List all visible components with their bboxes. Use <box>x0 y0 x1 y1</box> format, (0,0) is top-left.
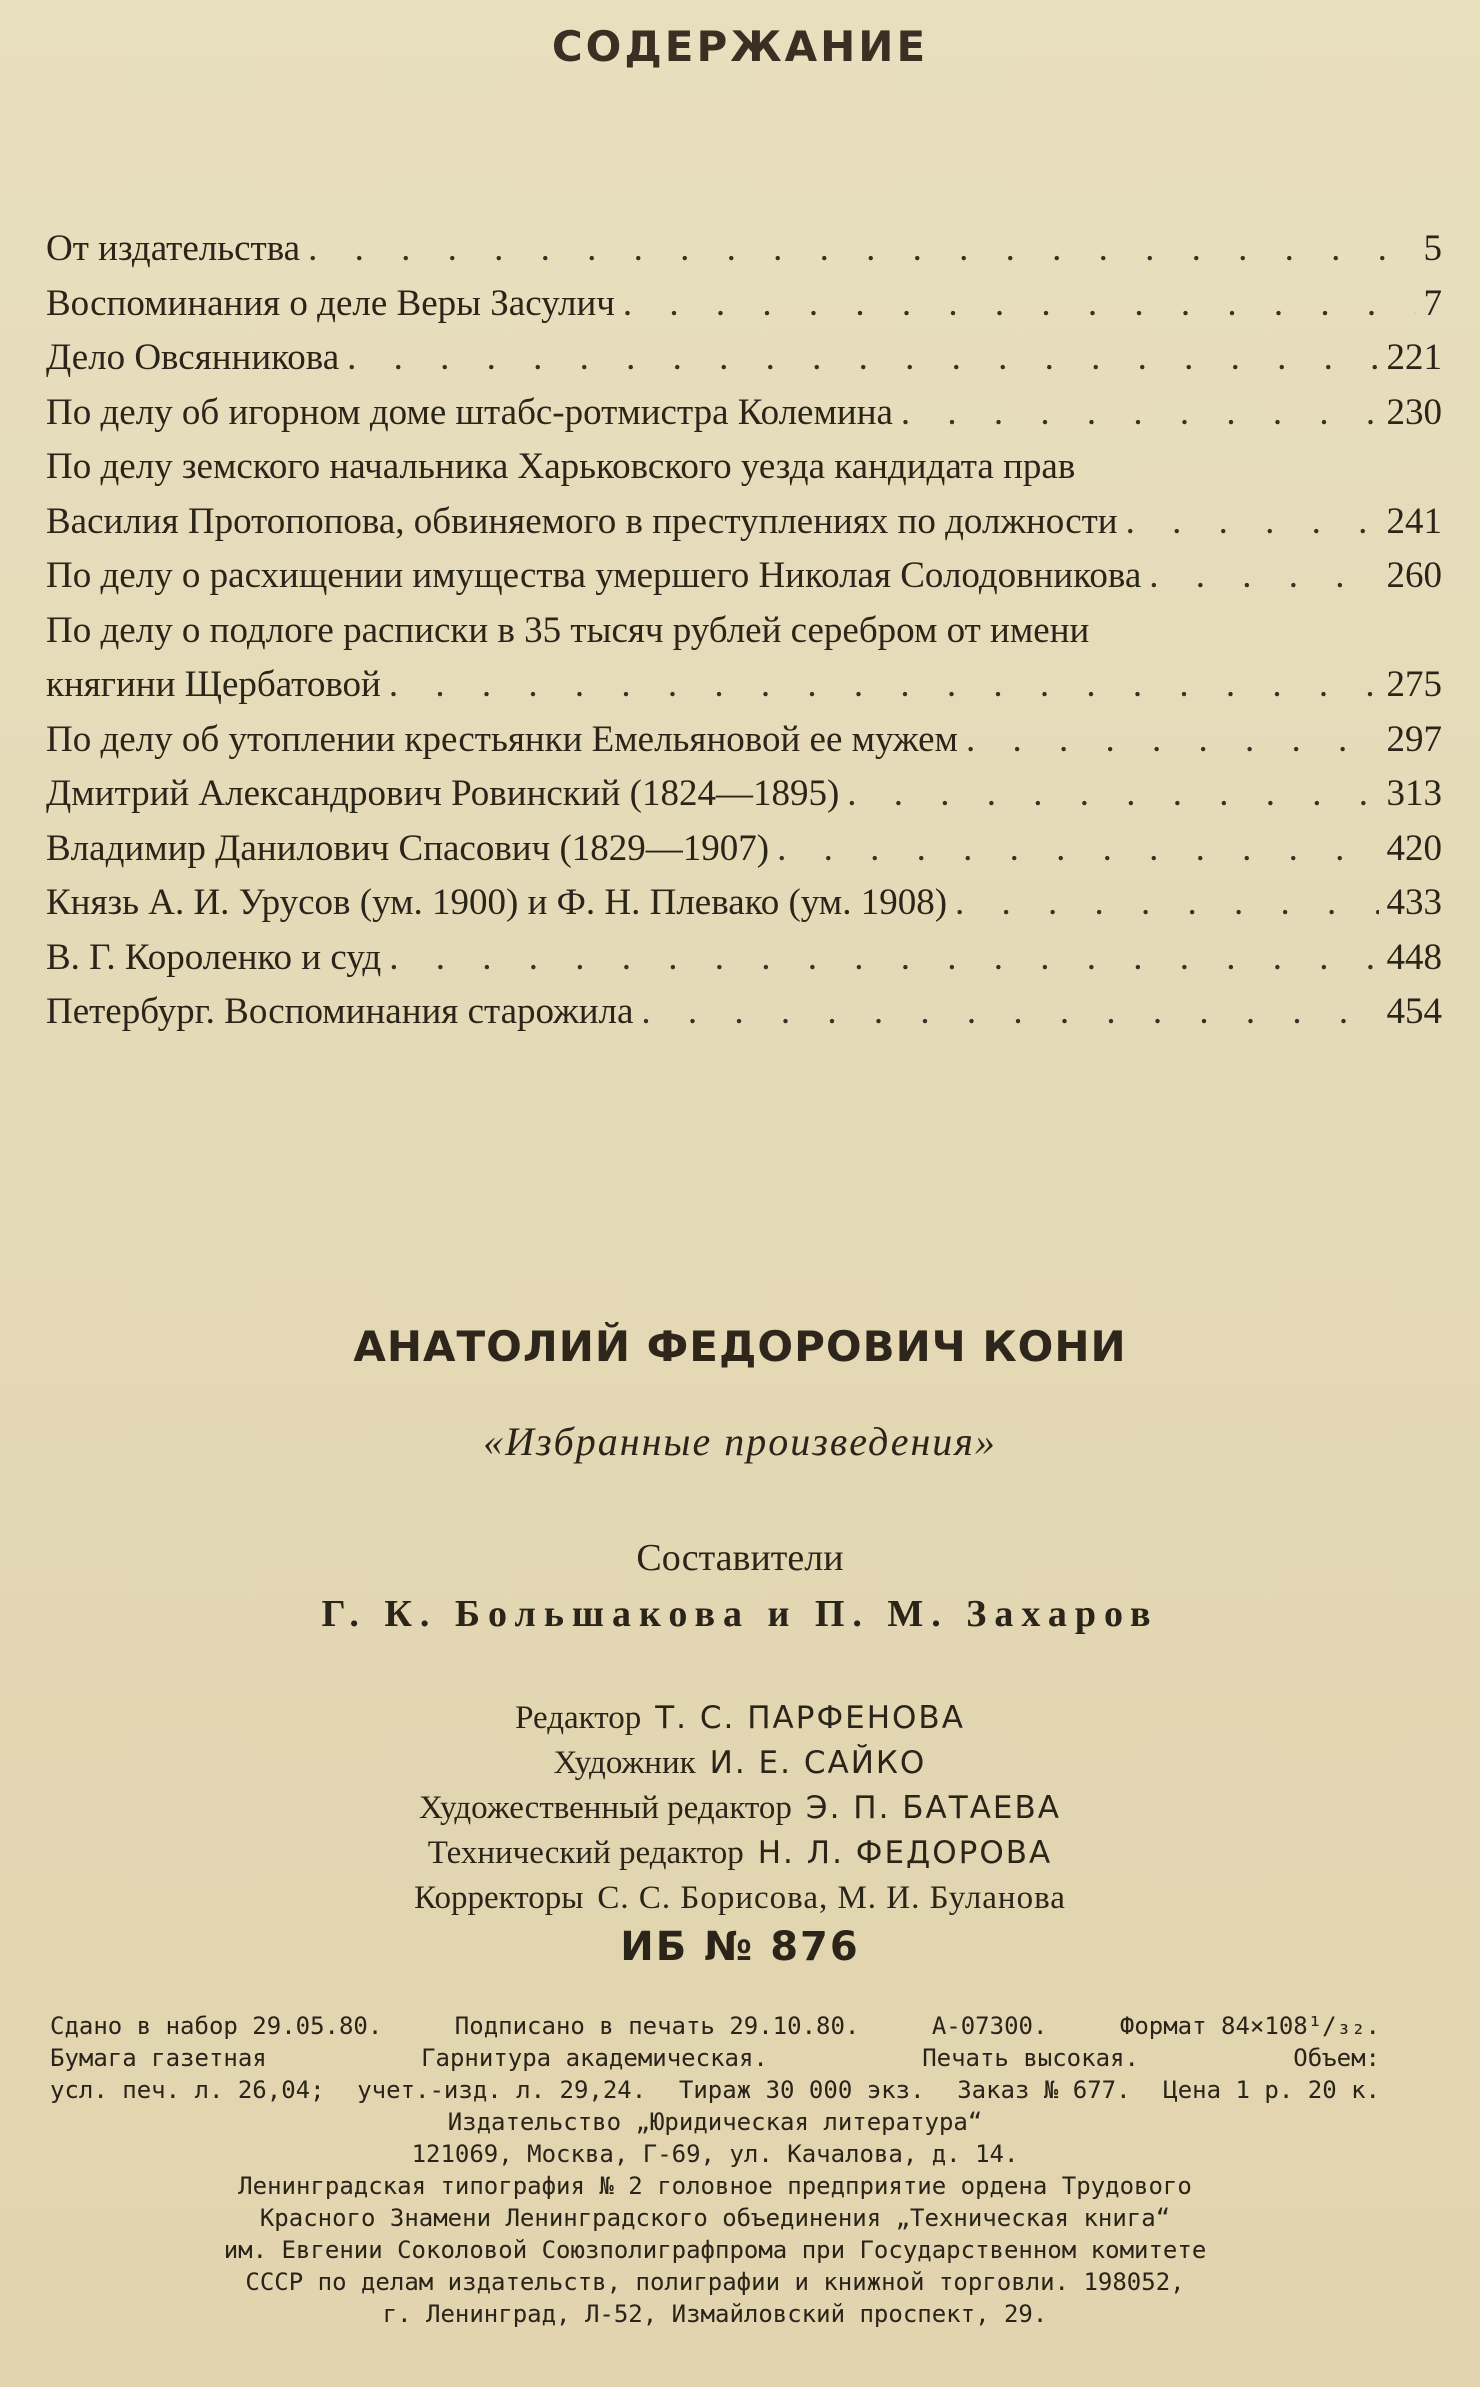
credit-name: С. С. Борисова, М. И. Буланова <box>597 1880 1066 1916</box>
toc-page-number: 275 <box>1386 664 1442 705</box>
toc-leader-dots <box>1149 549 1378 604</box>
toc-entry <box>46 604 1442 713</box>
credit-line <box>0 1876 1480 1921</box>
toc-page-number: 260 <box>1386 555 1442 596</box>
ib-number: ИБ № 876 <box>620 1924 860 1970</box>
toc-entry <box>46 876 1442 931</box>
toc-entry-title: Владимир Данилович Спасович (1829—1907) <box>46 827 770 869</box>
credit-role: Корректоры <box>414 1880 584 1916</box>
imprint-text: Формат 84×108¹/₃₂. <box>1119 2012 1380 2040</box>
credit-role: Художественный редактор <box>419 1790 792 1826</box>
imprint-text: усл. печ. л. 26,04; <box>50 2076 325 2104</box>
toc-entry-title: По делу земского начальника Харьковского уезда кандидата прав <box>46 446 1076 487</box>
imprint-text: Бумага газетная <box>50 2044 267 2072</box>
imprint-line <box>50 2010 1380 2042</box>
toc-entry-title: По делу об утоплении крестьянки Емельяновой ее мужем <box>46 718 958 760</box>
credit-name: Э. П. БАТАЕВА <box>805 1790 1061 1826</box>
toc-page-number: 420 <box>1386 827 1442 869</box>
toc-entry-title: В. Г. Короленко и суд <box>46 936 382 978</box>
credit-name: Н. Л. ФЕДОРОВА <box>757 1835 1053 1871</box>
toc-page-number: 313 <box>1386 773 1442 814</box>
toc-page-number: 7 <box>1423 282 1442 324</box>
toc-entry-title: По делу о подлоге расписки в 35 тысяч рублей серебром от имени <box>46 609 1090 651</box>
toc-entry <box>46 440 1442 549</box>
toc-entry-title: Василия Протопопова, обвиняемого в преступлениях по должности <box>46 500 1118 542</box>
toc-entry-title: От издательства <box>46 228 301 269</box>
toc-page-number: 454 <box>1386 991 1442 1032</box>
credit-name: И. Е. САЙКО <box>709 1745 927 1781</box>
toc-leader-dots <box>623 277 1416 332</box>
toc-entry <box>46 822 1442 877</box>
toc-line <box>46 604 1442 659</box>
imprint-text: 121069, Москва, Г-69, ул. Качалова, д. 14. <box>411 2140 1019 2168</box>
imprint-text: Тираж 30 000 экз. <box>678 2076 925 2104</box>
toc-entry-title: По делу об игорном доме штабс-ротмистра Колемина <box>46 391 893 433</box>
imprint-line <box>50 2106 1380 2138</box>
toc-line <box>46 549 1442 604</box>
imprint-text: Сдано в набор 29.05.80. <box>50 2012 383 2040</box>
toc-entry-title: Дело Овсянникова <box>46 337 340 378</box>
imprint-text: Цена 1 р. 20 к. <box>1163 2076 1380 2104</box>
toc-line <box>46 985 1442 1040</box>
imprint-text: г. Ленинград, Л-52, Измайловский проспект, 29. <box>382 2300 1048 2328</box>
toc-page-number: 221 <box>1386 337 1442 378</box>
credit-line <box>0 1786 1480 1831</box>
imprint-text: Печать высокая. <box>922 2044 1139 2072</box>
credits-block <box>0 1696 1480 1921</box>
toc-page-number: 230 <box>1386 391 1442 433</box>
toc-page-number: 433 <box>1386 882 1442 923</box>
toc-entry <box>46 713 1442 768</box>
imprint-text: Заказ № 677. <box>957 2076 1131 2104</box>
imprint-line <box>50 2042 1380 2074</box>
toc-leader-dots <box>1126 495 1379 550</box>
credit-line <box>0 1741 1480 1786</box>
imprint-line <box>50 2266 1380 2298</box>
credit-role: Технический редактор <box>427 1835 744 1871</box>
work-title: «Избранные произведения» <box>483 1419 997 1464</box>
imprint-text: им. Евгении Соколовой Союзполиграфпрома при Государственном комитете <box>223 2236 1207 2264</box>
toc-line <box>46 713 1442 768</box>
toc-entry <box>46 549 1442 604</box>
toc-entry <box>46 985 1442 1040</box>
toc-line <box>46 876 1442 931</box>
toc-line <box>46 440 1442 495</box>
toc-line <box>46 495 1442 550</box>
toc-leader-dots <box>966 713 1379 768</box>
imprint-text: Ленинградская типография № 2 головное предприятие ордена Трудового <box>238 2172 1192 2200</box>
toc-leader-dots <box>389 658 1379 713</box>
imprint-text: Красного Знамени Ленинградского объединения „Техническая книга“ <box>259 2204 1171 2232</box>
toc-entry <box>46 386 1442 441</box>
toc-leader-dots <box>389 931 1378 986</box>
toc-entry <box>46 277 1442 332</box>
toc-line <box>46 386 1442 441</box>
toc-page-number: 241 <box>1386 500 1442 542</box>
imprint-text: А-07300. <box>931 2012 1048 2040</box>
contents-heading: СОДЕРЖАНИЕ <box>551 22 929 71</box>
credit-role: Редактор <box>515 1700 642 1736</box>
credit-role: Художник <box>553 1745 696 1781</box>
compilers-label: Составители <box>636 1537 844 1579</box>
imprint-text: Гарнитура академическая. <box>421 2044 768 2072</box>
toc-leader-dots <box>347 331 1378 386</box>
imprint-text: учет.-изд. л. 29,24. <box>357 2076 647 2104</box>
imprint-line <box>50 2234 1380 2266</box>
credit-line <box>0 1696 1480 1741</box>
toc-leader-dots <box>308 222 1415 277</box>
imprint-text: Издательство „Юридическая литература“ <box>447 2108 983 2136</box>
imprint-text: СССР по делам издательств, полиграфии и книжной торговли. 198052, <box>245 2268 1185 2296</box>
toc-line <box>46 658 1442 713</box>
toc-leader-dots <box>955 876 1378 931</box>
toc-line <box>46 331 1442 386</box>
toc-entry <box>46 931 1442 986</box>
toc-line <box>46 222 1442 277</box>
imprint-text: Объем: <box>1293 2044 1380 2072</box>
imprint-line <box>50 2298 1380 2330</box>
toc-entry-title: Воспоминания о деле Веры Засулич <box>46 282 615 324</box>
toc-entry <box>46 331 1442 386</box>
credit-line <box>0 1831 1480 1876</box>
imprint-line <box>50 2138 1380 2170</box>
toc-entry <box>46 767 1442 822</box>
compilers-names: Г. К. Большакова и П. М. Захаров <box>321 1593 1159 1635</box>
toc-page-number: 297 <box>1386 718 1442 760</box>
toc-page-number: 448 <box>1386 936 1442 978</box>
toc-page-number: 5 <box>1423 228 1442 269</box>
toc-leader-dots <box>901 386 1379 441</box>
toc-leader-dots <box>777 822 1378 877</box>
imprint-text: Подписано в печать 29.10.80. <box>454 2012 860 2040</box>
toc-entry-title: княгини Щербатовой <box>46 664 381 705</box>
toc-line <box>46 822 1442 877</box>
toc-entry-title: Князь А. И. Урусов (ум. 1900) и Ф. Н. Плевако (ум. 1908) <box>46 882 948 923</box>
toc-entry-title: Петербург. Воспоминания старожила <box>46 991 634 1032</box>
credit-name: Т. С. ПАРФЕНОВА <box>655 1700 965 1736</box>
toc-entry-title: По делу о расхищении имущества умершего Николая Солодовникова <box>46 555 1142 596</box>
author-name: АНАТОЛИЙ ФЕДОРОВИЧ КОНИ <box>353 1322 1127 1371</box>
imprint-block <box>50 2010 1380 2330</box>
toc-leader-dots <box>847 767 1378 822</box>
toc-line <box>46 931 1442 986</box>
toc-entry-title: Дмитрий Александрович Ровинский (1824—1895) <box>46 773 840 814</box>
toc-leader-dots <box>641 985 1378 1040</box>
toc-entry <box>46 222 1442 277</box>
imprint-line <box>50 2170 1380 2202</box>
table-of-contents <box>46 222 1442 1040</box>
toc-line <box>46 277 1442 332</box>
imprint-line <box>50 2202 1380 2234</box>
toc-line <box>46 767 1442 822</box>
imprint-line <box>50 2074 1380 2106</box>
